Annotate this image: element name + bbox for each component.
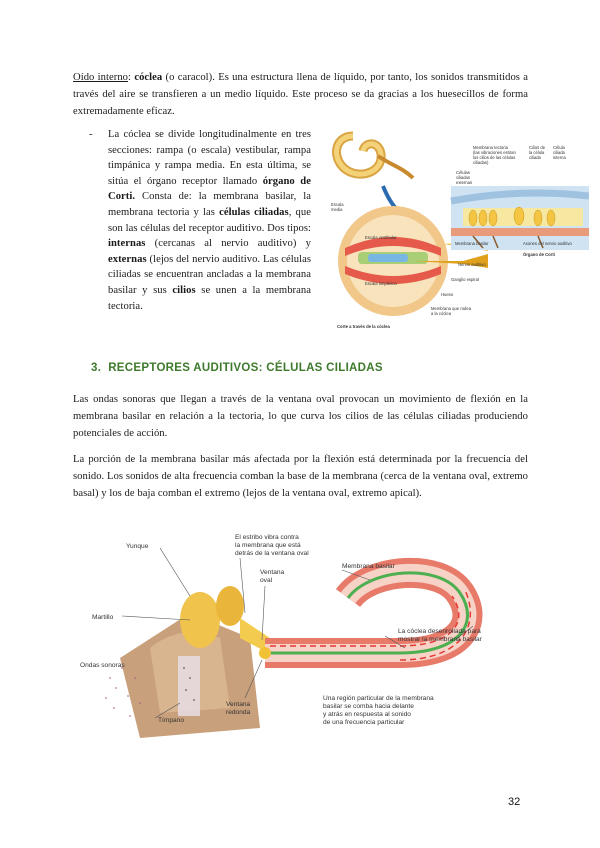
svg-text:media: media (331, 207, 343, 212)
svg-text:basilar se comba hacia delante: basilar se comba hacia delante (323, 703, 414, 710)
fig2-label-timpano: Tímpano (158, 717, 185, 724)
fig1-label-escala-media: Escala (331, 202, 344, 207)
fig1-label-externas: Células (456, 170, 470, 175)
fig1-label-basilar: Membrana basilar (455, 241, 489, 246)
coclea-term: cóclea (134, 72, 163, 83)
fig2-label-ventana-oval: Ventana (260, 569, 285, 576)
coclea-bullet-paragraph: La cóclea se divide longitudinalmente en tres secciones: rampa (o escala) vestibular, rampa timpánica y rampa media. En esta última, se sitúa el órgano receptor llamado órgano de Corti. Consta de: la membrana basilar, la membrana tectoria y las células ciliadas, que son las células del receptor auditivo. Dos tipos: internas (cercanas al nervio auditivo) y externas (lejos del nervio auditivo. Las células ciliadas se encuentran ancladas a la membrana basilar y sus cilios se unen a la membrana tectoria. (108, 129, 311, 312)
svg-text:de una frecuencia particular: de una frecuencia particular (323, 719, 405, 726)
page-number: 32 (508, 796, 521, 808)
uncoiled-cochlea-figure (80, 528, 520, 753)
fig2-label-ondas: Ondas sonoras (80, 662, 125, 669)
frecuencia-paragraph: La porción de la membrana basilar más afectada por la flexión está determinada por la frecuencia del sonido. Los sonidos de alta frecuencia comban la base de la membrana (cerca de la ventana oval, extremo basal) y los de baja comban el extremo (lejos de la ventana oval, extremo apical). (73, 454, 528, 499)
svg-text:ciliada: ciliada (529, 155, 541, 160)
cochlea-icon (337, 136, 413, 178)
svg-text:los cilios de las células: los cilios de las células (473, 155, 516, 160)
fig1-label-hueso: Hueso (441, 292, 454, 297)
fig1-label-cilios: Cilios de (529, 145, 546, 150)
fig2-label-coclea: La cóclea desenrollada para (398, 628, 481, 635)
fig1-label-nervio: Nervio auditivo (458, 262, 486, 267)
fig2-label-region: Una región particular de la membrana (323, 695, 434, 702)
fig1-label-ganglio: Ganglio espiral (451, 277, 479, 282)
fig2-label-martillo: Martillo (92, 614, 114, 621)
svg-text:ciliadas: ciliadas (456, 175, 470, 180)
fig1-label-timpanica: Escala timpánica (365, 281, 397, 286)
oido-interno-term: Oído interno (73, 72, 129, 83)
cochlea-cross-section-figure (323, 116, 589, 334)
svg-text:a la cóclea: a la cóclea (431, 311, 452, 316)
fig1-caption: Corte a través de la cóclea (337, 324, 390, 329)
svg-text:externas: externas (456, 180, 473, 185)
fig2-label-membrana-basilar: Membrana basilar (342, 563, 395, 570)
svg-text:mostrar la membrana basilar: mostrar la membrana basilar (398, 636, 482, 643)
fig1-label-axones: Axones del nervio auditivo (523, 241, 572, 246)
fig2-label-estribo: El estribo vibra contra (235, 534, 299, 541)
section-heading: 3. RECEPTORES AUDITIVOS: CÉLULAS CILIADAS (91, 362, 383, 374)
svg-text:redonda: redonda (226, 709, 251, 716)
fig2-label-yunque: Yunque (126, 543, 149, 550)
svg-text:ciliada: ciliada (553, 150, 565, 155)
svg-text:y atrás en respuesta al sonido: y atrás en respuesta al sonido (323, 711, 411, 718)
fig1-label-organo: Órgano de Corti (523, 252, 555, 257)
svg-text:detrás de la ventana oval: detrás de la ventana oval (235, 550, 309, 557)
fig1-label-celula-interna: Célula (553, 145, 565, 150)
fig1-label-membrana-rodea: Membrana que rodea (431, 306, 472, 311)
svg-text:la célula: la célula (529, 150, 545, 155)
uncoiled-cochlea-drawing (259, 573, 470, 660)
svg-text:interna: interna (553, 155, 566, 160)
svg-text:(las vibraciones estiran: (las vibraciones estiran (473, 150, 516, 155)
ondas-paragraph: Las ondas sonoras que llegan a través de la ventana oval provocan un movimiento de flexión en la membrana basilar en relación a la tectoria, lo que curva los cilios de las células ciliadas produciendo potenciales de acción. (73, 394, 528, 439)
svg-text:la membrana que está: la membrana que está (235, 542, 301, 549)
svg-text:oval: oval (260, 577, 273, 584)
fig2-label-ventana-redonda: Ventana (226, 701, 251, 708)
svg-text:ciliadas): ciliadas) (473, 160, 489, 165)
bullet-mark: - (89, 128, 93, 140)
fig1-label-tectoria: Membrana tectoria (473, 145, 508, 150)
fig1-label-vestibular: Escala vestibular (365, 235, 397, 240)
intro-paragraph: Oído interno: cóclea (o caracol). Es una estructura llena de líquido, por tanto, los sonidos transmitidos a través del aire se transfieren a un medio líquido. Este proceso se da gracias a los huesecillos de forma extremadamente eficaz. (73, 72, 529, 117)
